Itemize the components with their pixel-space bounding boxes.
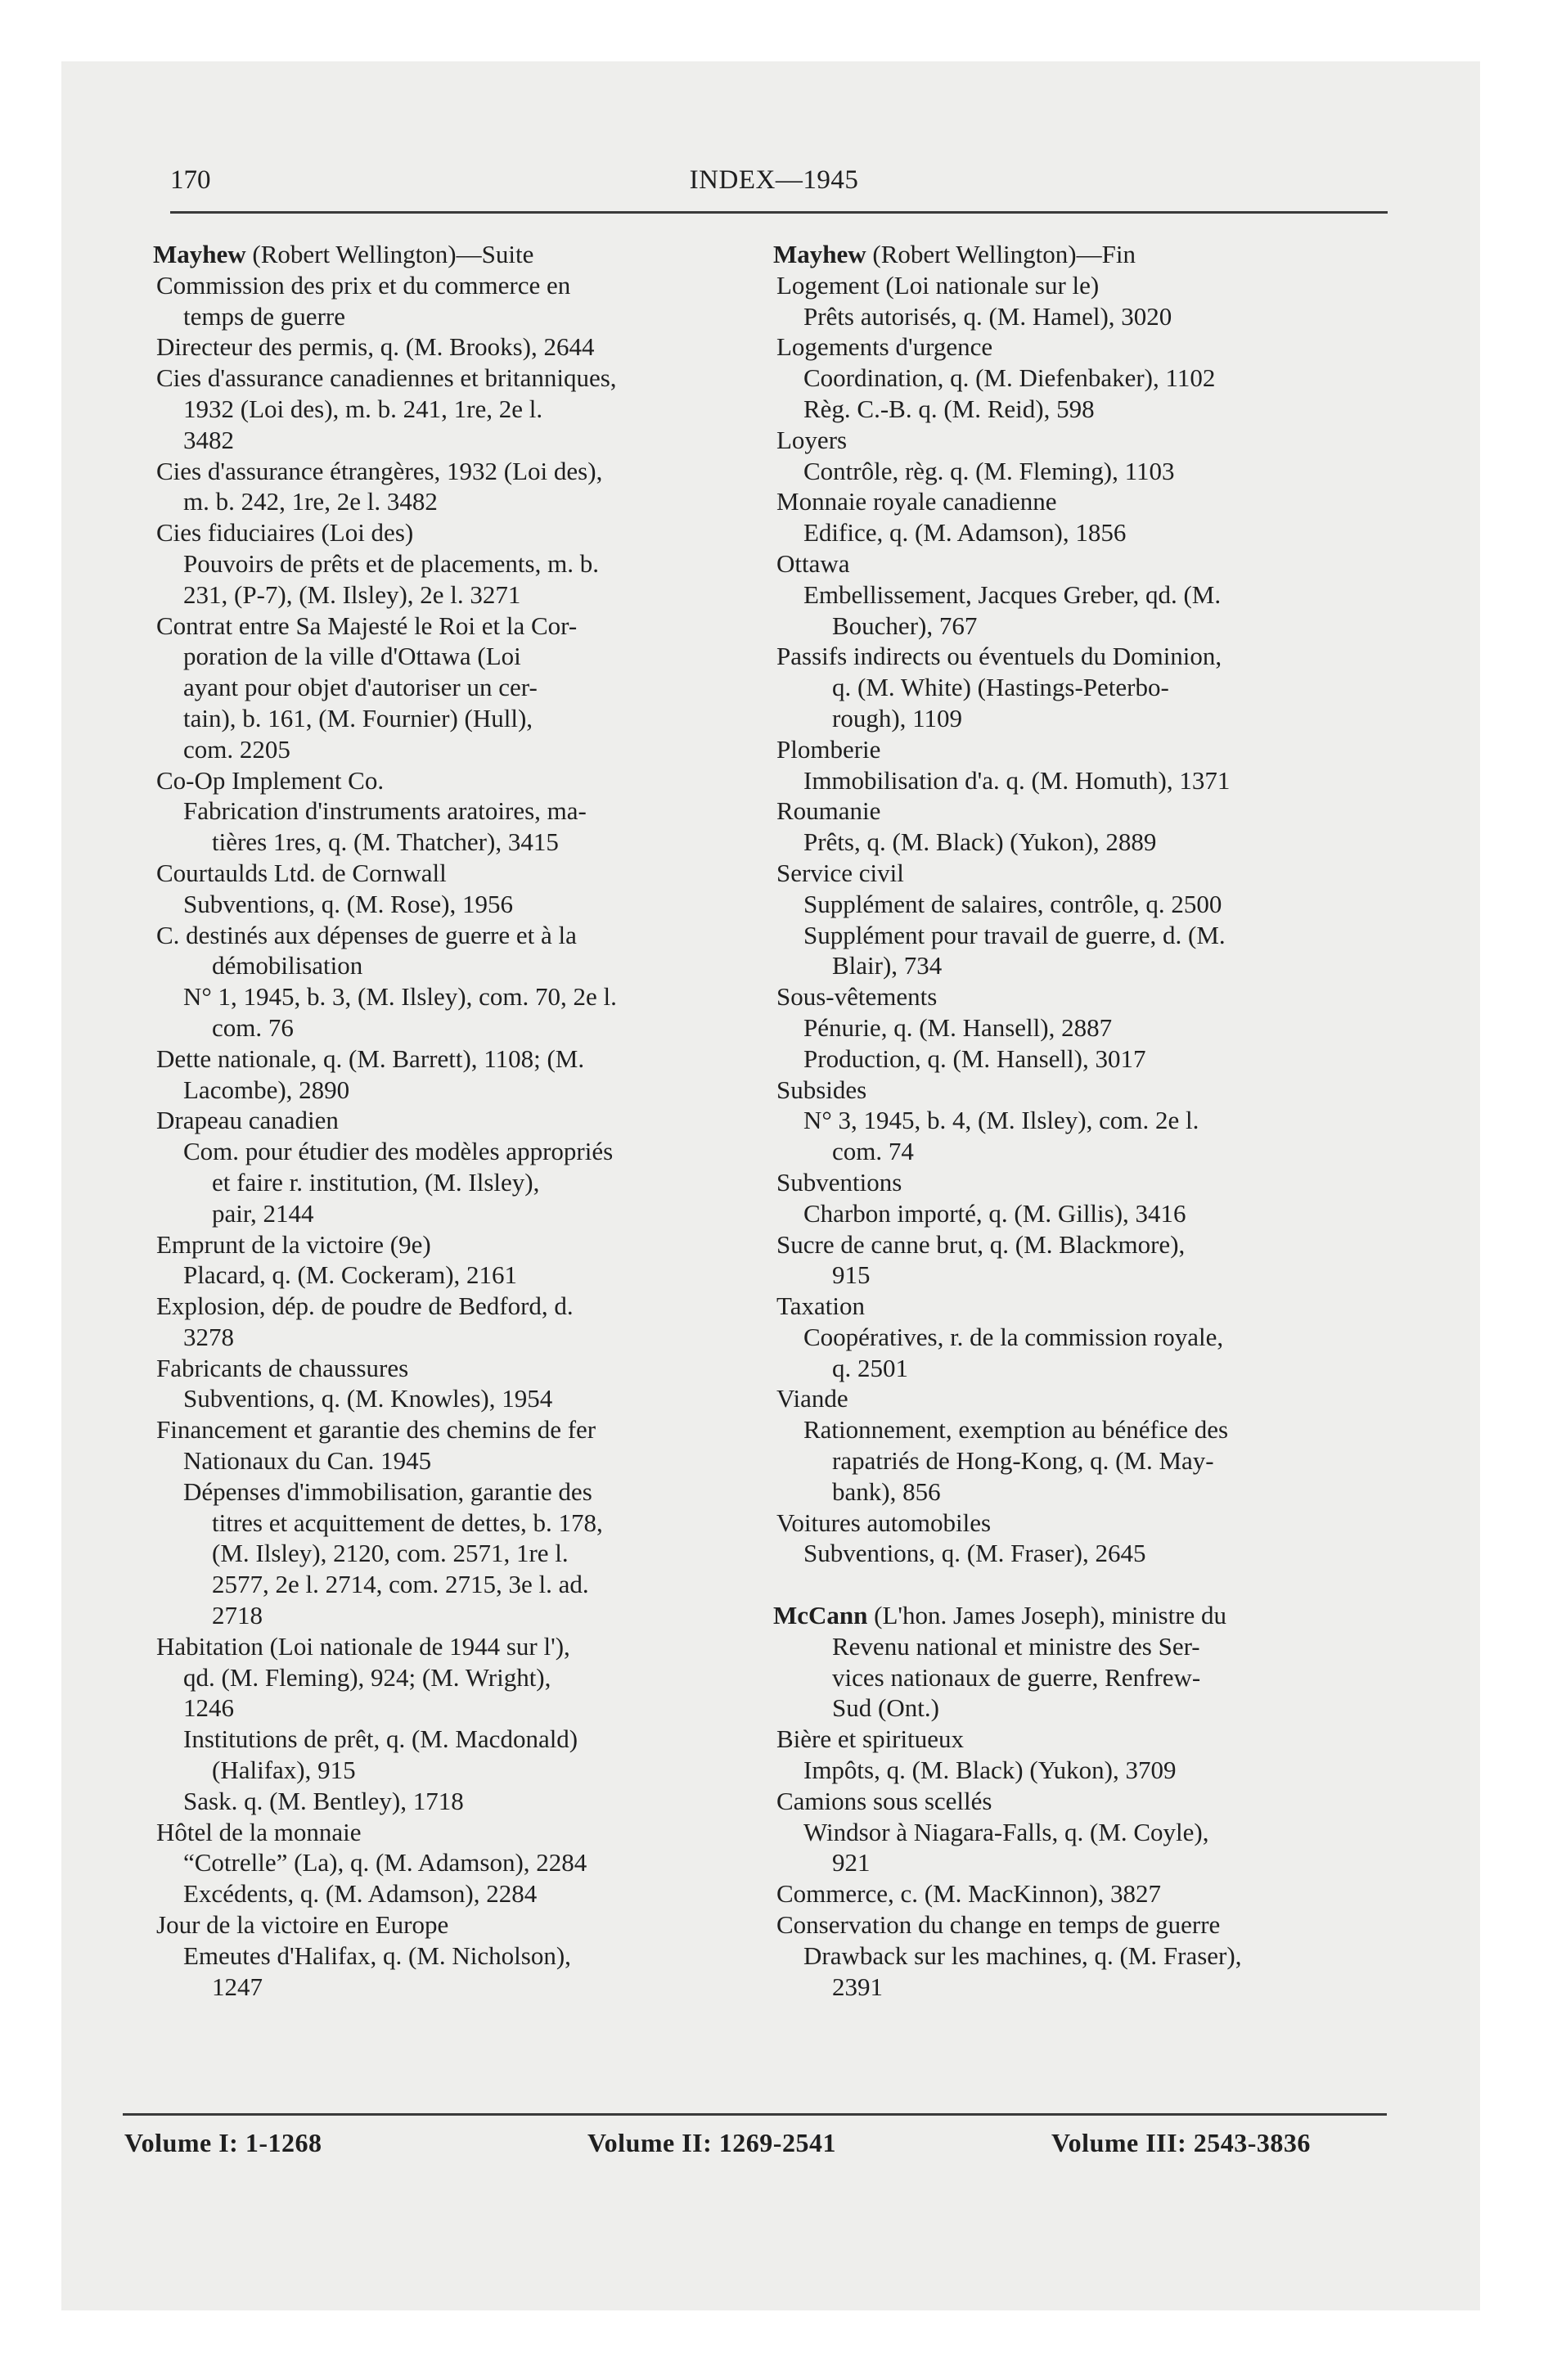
index-entry (153, 1693, 726, 1724)
index-entry (773, 331, 1387, 363)
index-entry (773, 1972, 1387, 2003)
index-entry-text: m. b. 242, 1re, 2e l. 3482 (183, 487, 438, 516)
index-entry-text: Nationaux du Can. 1945 (183, 1446, 432, 1476)
index-entry (153, 1322, 726, 1353)
index-entry-text: pair, 2144 (212, 1198, 314, 1228)
index-entry (773, 1878, 1387, 1909)
index-entry-text: Subventions, q. (M. Knowles), 1954 (183, 1384, 553, 1413)
index-entry-text: 1246 (183, 1693, 234, 1723)
index-entry-text: Explosion, dép. de poudre de Bedford, d. (156, 1291, 574, 1321)
index-entry (773, 1909, 1387, 1941)
index-entry-text: Courtaulds Ltd. de Cornwall (156, 858, 447, 887)
index-entry (153, 301, 726, 332)
index-entry-text: Impôts, q. (M. Black) (Yukon), 3709 (803, 1756, 1177, 1785)
index-entry-text: 1932 (Loi des), m. b. 241, 1re, 2e l. (183, 394, 543, 423)
index-entry (153, 950, 726, 981)
index-entry-text: Emeutes d'Halifax, q. (M. Nicholson), (183, 1941, 571, 1970)
index-entry-text: Dette nationale, q. (M. Barrett), 1108; (M. (156, 1044, 585, 1073)
index-entry (773, 517, 1387, 548)
volume-3-range: Volume III: 2543-3836 (1051, 2128, 1311, 2157)
index-entry (153, 1075, 726, 1106)
index-entry-text: Placard, q. (M. Cockeram), 2161 (183, 1260, 518, 1290)
index-entry-text: Subventions, q. (M. Rose), 1956 (183, 889, 513, 918)
index-entry-text: Logements d'urgence (776, 332, 993, 362)
index-entry-text: Prêts autorisés, q. (M. Hamel), 3020 (803, 301, 1172, 331)
index-entry (773, 1167, 1387, 1198)
index-entry-text: Cies d'assurance canadiennes et britanniques, (156, 363, 617, 393)
index-entry-text: 1247 (212, 1972, 263, 2001)
index-entry-text: Voitures automobiles (776, 1508, 992, 1537)
index-entry-text: com. 2205 (183, 734, 290, 764)
index-entry (773, 858, 1387, 889)
index-entry (153, 1941, 726, 1972)
index-entry-text: poration de la ville d'Ottawa (Loi (183, 642, 521, 671)
index-entry-text: 2718 (212, 1601, 263, 1630)
index-heading (153, 239, 726, 270)
index-entry (153, 796, 726, 827)
index-entry (153, 1105, 726, 1136)
index-entry-text: Commission des prix et du commerce en (156, 270, 571, 300)
index-entry (773, 1353, 1387, 1384)
index-entry-text: Contrôle, règ. q. (M. Fleming), 1103 (803, 456, 1175, 485)
index-entry-text: (Robert Wellington)—Suite (245, 240, 534, 268)
index-entry-text: Boucher), 767 (832, 611, 978, 640)
index-entry (153, 517, 726, 548)
index-entry-text: 3482 (183, 425, 234, 454)
index-entry (153, 1786, 726, 1817)
index-entry-text: Coordination, q. (M. Diefenbaker), 1102 (803, 363, 1216, 393)
index-entry-text: Fabricants de chaussures (156, 1353, 409, 1382)
index-entry (773, 1476, 1387, 1508)
index-entry (773, 1383, 1387, 1414)
index-entry-text: Taxation (776, 1291, 866, 1321)
index-entry (773, 301, 1387, 332)
index-entry (153, 1198, 726, 1229)
index-entry (773, 641, 1387, 672)
index-entry (773, 548, 1387, 579)
index-entry-text: bank), 856 (832, 1476, 941, 1506)
index-entry-text: 2391 (832, 1972, 883, 2001)
index-entry (153, 1569, 726, 1600)
index-entry (153, 858, 726, 889)
index-entry (153, 456, 726, 487)
header-rule (170, 211, 1388, 214)
index-entry-text: com. 76 (212, 1012, 294, 1042)
index-entry-text: Drapeau canadien (156, 1106, 339, 1135)
index-entry-text: Subsides (776, 1075, 867, 1104)
index-entry-text: (Robert Wellington)—Fin (866, 240, 1136, 268)
index-entry (773, 796, 1387, 827)
index-entry (153, 765, 726, 796)
index-entry (153, 1508, 726, 1539)
index-heading (773, 239, 1387, 270)
index-entry-text: Co-Op Implement Co. (156, 765, 385, 795)
index-entry (773, 1044, 1387, 1075)
index-entry-text: 231, (P-7), (M. Ilsley), 2e l. 3271 (183, 579, 521, 609)
index-entry-text: Sask. q. (M. Bentley), 1718 (183, 1786, 464, 1815)
index-entry (773, 1260, 1387, 1291)
index-entry (773, 611, 1387, 642)
index-entry-text: Production, q. (M. Hansell), 3017 (803, 1044, 1146, 1073)
index-entry (153, 1383, 726, 1414)
index-entry-text: “Cotrelle” (La), q. (M. Adamson), 2284 (183, 1848, 587, 1877)
index-entry-text: 3278 (183, 1322, 234, 1351)
index-entry (773, 486, 1387, 517)
index-entry (153, 1229, 726, 1260)
index-entry (153, 1662, 726, 1693)
index-entry (153, 1167, 726, 1198)
index-entry-text: 921 (832, 1848, 871, 1877)
index-entry (153, 641, 726, 672)
index-entry (153, 1972, 726, 2003)
index-entry (773, 1414, 1387, 1445)
index-entry-text: Windsor à Niagara-Falls, q. (M. Coyle), (803, 1817, 1209, 1846)
index-entry (773, 1631, 1387, 1662)
index-entry (153, 611, 726, 642)
index-entry (773, 1229, 1387, 1260)
index-entry (773, 1569, 1387, 1600)
index-column-right (773, 239, 1387, 2002)
index-entry-text: Prêts, q. (M. Black) (Yukon), 2889 (803, 827, 1157, 857)
index-entry (153, 920, 726, 951)
index-entry (153, 1631, 726, 1662)
index-entry-text: Subventions (776, 1167, 902, 1197)
index-entry (153, 1260, 726, 1291)
page-title: INDEX—1945 (689, 165, 859, 195)
index-entry (773, 765, 1387, 796)
index-entry-text: Ottawa (776, 548, 850, 578)
index-entry-text: Embellissement, Jacques Greber, qd. (M. (803, 579, 1222, 609)
volume-2-range: Volume II: 1269-2541 (587, 2128, 836, 2157)
index-entry-text: Directeur des permis, q. (M. Brooks), 2644 (156, 332, 595, 362)
index-entry-text: Service civil (776, 858, 904, 887)
index-entry-text: Contrat entre Sa Majesté le Roi et la Cor- (156, 611, 578, 640)
index-entry (153, 889, 726, 920)
index-entry (153, 1909, 726, 1941)
index-entry (773, 1817, 1387, 1848)
index-entry-text: Supplément pour travail de guerre, d. (M. (803, 920, 1226, 949)
index-entry-text: Rationnement, exemption au bénéfice des (803, 1415, 1229, 1445)
index-entry (153, 331, 726, 363)
index-entry-text: Com. pour étudier des modèles appropriés (183, 1137, 614, 1166)
index-entry (773, 456, 1387, 487)
index-entry-text: N° 3, 1945, b. 4, (M. Ilsley), com. 2e l. (803, 1106, 1199, 1135)
index-entry (153, 1878, 726, 1909)
index-heading (773, 1600, 1387, 1631)
index-entry (153, 1538, 726, 1569)
index-entry-text: 2577, 2e l. 2714, com. 2715, 3e l. ad. (212, 1570, 589, 1599)
index-entry-text: Monnaie royale canadienne (776, 487, 1057, 516)
index-entry-text: Camions sous scellés (776, 1786, 992, 1815)
index-entry (773, 1693, 1387, 1724)
index-entry-text: Pouvoirs de prêts et de placements, m. b. (183, 548, 599, 578)
index-entry (153, 1476, 726, 1508)
index-entry-text: Institutions de prêt, q. (M. Macdonald) (183, 1724, 578, 1754)
index-entry-text: (M. Ilsley), 2120, com. 2571, 1re l. (212, 1539, 569, 1568)
index-entry-text: tières 1res, q. (M. Thatcher), 3415 (212, 827, 559, 857)
index-entry (153, 1724, 726, 1755)
index-entry (773, 1198, 1387, 1229)
index-entry (153, 579, 726, 611)
index-entry (153, 734, 726, 765)
index-entry (773, 425, 1387, 456)
index-entry-text: Commerce, c. (M. MacKinnon), 3827 (776, 1879, 1162, 1909)
index-entry-text: Sud (Ont.) (832, 1693, 939, 1723)
index-entry-text: Cies d'assurance étrangères, 1932 (Loi des), (156, 456, 603, 485)
index-entry (773, 1755, 1387, 1786)
index-entry (773, 703, 1387, 734)
volume-footer (0, 2128, 1548, 2161)
index-entry-text: ayant pour objet d'autoriser un cer- (183, 673, 538, 702)
index-entry-text: Passifs indirects ou éventuels du Dominion, (776, 642, 1222, 671)
index-entry-text: com. 74 (832, 1137, 914, 1166)
index-entry-text: Règ. C.-B. q. (M. Reid), 598 (803, 394, 1095, 423)
index-entry (773, 363, 1387, 394)
index-entry (153, 672, 726, 703)
index-entry-text: Excédents, q. (M. Adamson), 2284 (183, 1879, 538, 1909)
index-entry (773, 1012, 1387, 1044)
index-entry-text: Subventions, q. (M. Fraser), 2645 (803, 1539, 1146, 1568)
index-entry-text: temps de guerre (183, 301, 345, 331)
index-entry (773, 394, 1387, 425)
index-entry-text: Loyers (776, 425, 848, 454)
index-entry (153, 1600, 726, 1631)
index-entry-text: (L'hon. James Joseph), ministre du (867, 1601, 1227, 1630)
index-entry-text: rapatriés de Hong-Kong, q. (M. May- (832, 1446, 1214, 1476)
index-entry (773, 1075, 1387, 1106)
index-entry (773, 270, 1387, 301)
index-entry-text: Emprunt de la victoire (9e) (156, 1229, 431, 1259)
index-entry-text: vices nationaux de guerre, Renfrew- (832, 1662, 1201, 1692)
index-entry (153, 827, 726, 858)
index-entry-text: Viande (776, 1384, 848, 1413)
index-entry (773, 1445, 1387, 1476)
index-entry (773, 950, 1387, 981)
index-entry-text: Hôtel de la monnaie (156, 1817, 362, 1846)
index-entry (773, 1136, 1387, 1167)
index-entry-text: Bière et spiritueux (776, 1724, 964, 1754)
index-entry-text: Charbon importé, q. (M. Gillis), 3416 (803, 1198, 1186, 1228)
index-entry-text: Immobilisation d'a. q. (M. Homuth), 1371 (803, 765, 1231, 795)
index-entry (773, 1662, 1387, 1693)
index-entry (153, 486, 726, 517)
index-entry (153, 1291, 726, 1322)
index-entry (773, 734, 1387, 765)
footer-rule (123, 2113, 1387, 2116)
index-entry (153, 1445, 726, 1476)
index-entry (773, 672, 1387, 703)
index-entry (773, 1322, 1387, 1353)
index-entry-text: titres et acquittement de dettes, b. 178, (212, 1508, 603, 1537)
index-entry (153, 1847, 726, 1878)
index-entry (153, 363, 726, 394)
index-entry-text: qd. (M. Fleming), 924; (M. Wright), (183, 1662, 551, 1692)
index-entry-text: Jour de la victoire en Europe (156, 1910, 449, 1940)
index-entry-text: Sucre de canne brut, q. (M. Blackmore), (776, 1229, 1186, 1259)
index-entry (153, 1817, 726, 1848)
index-entry (153, 425, 726, 456)
index-entry (773, 1508, 1387, 1539)
index-entry (773, 920, 1387, 951)
index-heading-name: Mayhew (153, 240, 246, 268)
index-entry (153, 548, 726, 579)
index-entry-text: Lacombe), 2890 (183, 1075, 350, 1104)
index-entry-text: Revenu national et ministre des Ser- (832, 1631, 1200, 1661)
index-entry-text: Drawback sur les machines, q. (M. Fraser), (803, 1941, 1242, 1970)
index-entry-text: Logement (Loi nationale sur le) (776, 270, 1100, 300)
index-entry (773, 1847, 1387, 1878)
index-entry (153, 270, 726, 301)
index-column-left (153, 239, 726, 2002)
index-entry (153, 1044, 726, 1075)
index-entry-text: Coopératives, r. de la commission royale, (803, 1322, 1224, 1351)
index-entry (153, 1755, 726, 1786)
index-heading-name: Mayhew (773, 240, 866, 268)
index-heading-name: McCann (773, 1601, 868, 1630)
index-entry (773, 1724, 1387, 1755)
index-entry-text: Sous-vêtements (776, 982, 938, 1012)
index-entry-text: Blair), 734 (832, 951, 943, 980)
index-entry-text: Conservation du change en temps de guerre (776, 1910, 1221, 1940)
index-entry (773, 1291, 1387, 1322)
index-entry (773, 981, 1387, 1012)
index-entry-text: Pénurie, q. (M. Hansell), 2887 (803, 1012, 1113, 1042)
index-entry-text: Supplément de salaires, contrôle, q. 2500 (803, 889, 1222, 918)
index-entry-text: 915 (832, 1260, 871, 1290)
index-entry-text: C. destinés aux dépenses de guerre et à la (156, 920, 577, 949)
index-entry (153, 981, 726, 1012)
index-entry (153, 394, 726, 425)
index-entry-text: démobilisation (212, 951, 363, 980)
volume-1-range: Volume I: 1-1268 (124, 2128, 322, 2157)
index-entry (153, 1353, 726, 1384)
index-entry-text: tain), b. 161, (M. Fournier) (Hull), (183, 703, 533, 732)
index-entry-text: rough), 1109 (832, 703, 962, 732)
index-entry (153, 703, 726, 734)
index-entry-text: q. (M. White) (Hastings-Peterbo- (832, 673, 1169, 702)
index-entry (153, 1414, 726, 1445)
page-number: 170 (170, 165, 211, 195)
index-entry (773, 1105, 1387, 1136)
index-entry-text: (Halifax), 915 (212, 1756, 356, 1785)
index-entry-text: Fabrication d'instruments aratoires, ma- (183, 796, 587, 826)
index-entry (773, 1941, 1387, 1972)
index-entry (773, 1786, 1387, 1817)
index-entry (773, 827, 1387, 858)
index-entry (773, 889, 1387, 920)
index-entry-text: Cies fiduciaires (Loi des) (156, 518, 414, 548)
index-entry-text: et faire r. institution, (M. Ilsley), (212, 1167, 540, 1197)
index-entry-text: q. 2501 (832, 1353, 908, 1382)
index-entry (773, 579, 1387, 611)
index-entry-text: Roumanie (776, 796, 881, 826)
index-entry-text: Edifice, q. (M. Adamson), 1856 (803, 518, 1127, 548)
index-entry (153, 1136, 726, 1167)
index-entry (773, 1538, 1387, 1569)
index-entry-text: Plomberie (776, 734, 881, 764)
index-entry-text: Dépenses d'immobilisation, garantie des (183, 1476, 592, 1506)
index-entry-text: Habitation (Loi nationale de 1944 sur l'), (156, 1631, 570, 1661)
index-entry (153, 1012, 726, 1044)
index-entry-text: Financement et garantie des chemins de fer (156, 1415, 596, 1445)
index-entry-text: N° 1, 1945, b. 3, (M. Ilsley), com. 70, 2e l. (183, 982, 617, 1012)
